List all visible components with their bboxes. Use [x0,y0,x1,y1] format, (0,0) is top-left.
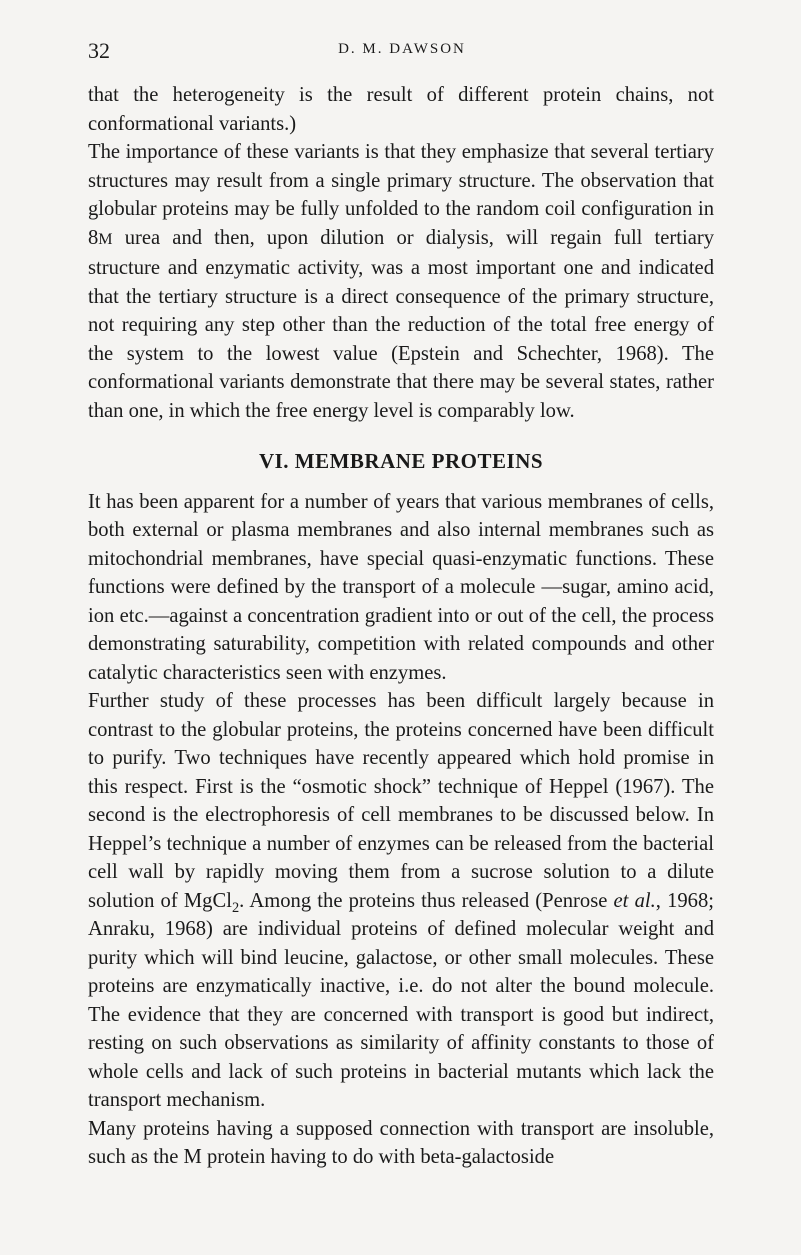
paragraph-text: It has been apparent for a number of years that various membranes of cells, both external or plasma membranes and also internal membranes such as mitochondrial membranes, have special quasi-enzymatic functions. These functions were defined by the transport of a molecule —sugar, amino acid, ion etc.—against a concentration gradient into or out of the cell, the process demonstrating saturability, competition with related compounds and other catalytic characteristics seen with enzymes. [88,490,714,684]
paragraph-variants [88,138,714,425]
paragraph-membranes [88,488,714,688]
running-head: D. M. DAWSON [338,41,466,57]
paragraph-text: The importance of these variants is that they emphasize that several tertiary structures may result from a single primary structure. The observation that globular proteins may be fully unfolded to the random coil configuration in 8 [88,141,714,249]
body-text [88,81,714,1172]
paragraph-text: urea and then, upon dilution or dialysis, will regain full tertiary structure and enzymatic activity, was a most important one and indicated that the tertiary structure is a direct consequence of the primary structure, not requiring any step other than the reduction of the total free energy of the system to the lowest value (Epstein and Schechter, 1968). The conformational variants demonstrate that there may be several states, rather than one, in which the free energy level is comparably low. [88,226,714,422]
paragraph-insoluble [88,1115,714,1172]
et-al-italic: et al. [613,889,656,912]
paragraph-text: that the heterogeneity is the result of different protein chains, not conformational variants.) [88,84,714,135]
section-heading: VI. MEMBRANE PROTEINS [258,449,544,473]
paragraph-text: Many proteins having a supposed connection with transport are insoluble, such as the M protein having to do with beta-galactoside [88,1117,714,1168]
page-number: 32 [88,38,110,63]
paragraph-text: , 1968; Anraku, 1968) are individual proteins of defined molecular weight and purity which will bind leucine, galactose, or other small molecules. These proteins are enzymatically inactive, i.e. do not alter the bound molecule. The evidence that they are concerned with transport is good but indirect, resting on such observations as similarity of affinity constants to those of whole cells and lack of such proteins in bacterial mutants which lack the transport mechanism. [88,889,715,1111]
paragraph-text: . Among the proteins thus released (Penrose [239,889,614,912]
paragraph-text: Further study of these processes has been difficult largely because in contrast to the globular proteins, the proteins concerned have been difficult to purify. Two techniques have recently appeared which hold promise in this respect. First is the “osmotic shock” technique of Heppel (1967). The second is the electrophoresis of cell membranes to be discussed below. In Heppel’s technique a number of enzymes can be released from the bacterial cell wall by rapidly moving them from a sucrose solution to a dilute solution of MgCl [88,690,714,912]
molar-unit: M [98,230,113,248]
subscript: 2 [231,899,240,916]
paragraph-techniques [88,687,714,1115]
paragraph-continuation [88,81,714,138]
page-header [88,38,716,68]
